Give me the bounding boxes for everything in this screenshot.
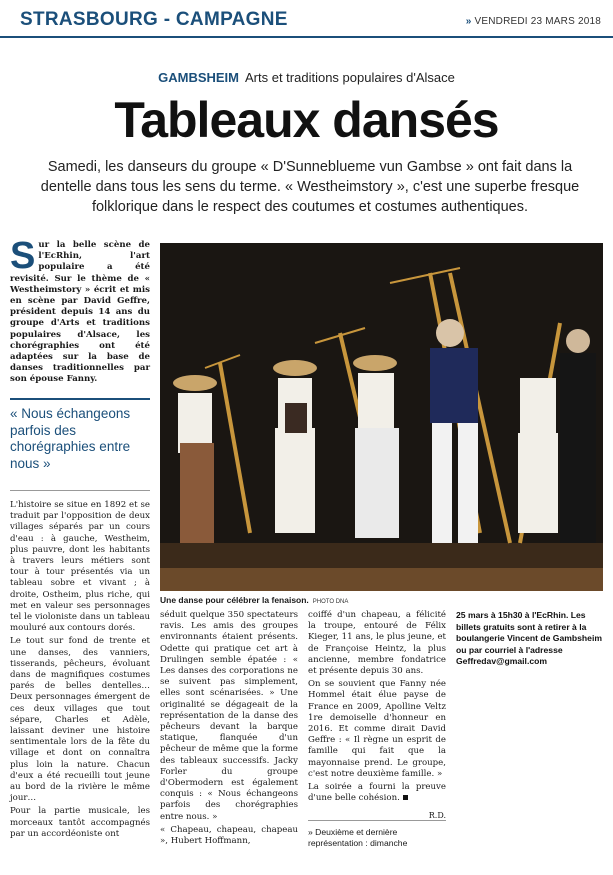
drop-cap: S [10,235,36,277]
kicker [0,70,613,85]
paragraph: séduit quelque 350 spectateurs ravis. Les amis des groupes environnants étaient présents. Odette qui pratique cet art à Drulingen semble épatée : « Les danses des corporations ne se suivent pas simplement, elles sont scénarisées. » Une originalité se dégageait de la représentation de la danse des pêcheurs devant la barque statique, flanquée d'un pêcheur de même que la forme des tableaux successifs. Jacky Forler du groupe d'Obermodern est également conquis : « Nous échangeons parfois des chorégraphies entre nous. » [160,610,298,822]
body-column-1 [10,500,150,842]
article-photo [160,243,603,591]
page-header [0,0,613,38]
issue-date [466,16,601,27]
body-column-3 [308,610,446,822]
intro-text: ur la belle scène de l'EcRhin, l'art populaire a été revisité. Sur le thème de « Westheimstory » écrit et mis en scène par David Geffre, président depuis 14 ans du groupe d'Arts et traditions populaires d'Alsace, les chorégraphies ont été adaptées sur la base de danses traditionnelles par son épouse Fanny. [10,240,150,385]
caption-text: Une danse pour célébrer la fenaison. [160,595,309,605]
author-signature: R.D. [428,811,446,821]
section-name: STRASBOURG - CAMPAGNE [20,9,288,30]
body-column-2 [160,610,298,849]
practical-info: 25 mars à 15h30 à l'EcRhin. Les billets gratuits sont à retirer à la boulangerie Vincent de Gambsheim ou par courriel à l'adresse Geffredav@gmail.com [456,610,602,667]
dancers-illustration [160,243,603,591]
kicker-topic: Arts et traditions populaires d'Alsace [245,70,455,85]
end-mark-icon [403,795,408,800]
info-title: Deuxième et dernière représentation : dimanche [308,827,408,849]
date-arrow-icon: » [465,16,472,27]
body-column-4 [456,610,604,668]
paragraph: Le tout sur fond de trente et une danses, des vanniers, tisserands, pêcheurs, évoluant dans de magnifiques costumes parés de belles dentelles… Deux personnages émergent de ces deux villages que tout sépare, Charles et Adèle, laissant deviner une histoire sentimentale lors de la fête du village et dont on connaîtra plus loin la nature. Chacun d'eux a été recueilli tout jeune au bord de la rivière le même jour… [10,636,150,804]
photo-caption [160,595,603,605]
paragraph [308,782,446,804]
paragraph: coiffé d'un chapeau, a félicité la troupe, entouré de Félix Kieger, 11 ans, le plus jeune, et de Françoise Heintz, la plus ancienne, membre fondatrice et présente depuis 30 ans. [308,610,446,677]
issue-date-text: VENDREDI 23 MARS 2018 [474,16,601,27]
kicker-town: GAMBSHEIM [158,70,239,85]
headline: Tableaux dansés [114,92,499,148]
info-box [308,820,446,849]
pull-quote: « Nous échangeons parfois des chorégraphies entre nous » [10,398,150,472]
closing-text: La soirée a fourni la preuve d'une belle cohésion. [308,782,446,804]
info-arrow-icon: » [308,827,313,837]
intro-paragraph [10,235,150,386]
paragraph: « Chapeau, chapeau, chapeau », Hubert Hoffmann, [160,824,298,847]
standfirst: Samedi, les danseurs du groupe « D'Sunneblueme vun Gambse » ont fait dans la dentelle dans tous les sens du terme. « Westheimstory », c'est une superbe fresque folklorique dans le respect des coutumes et costumes authentiques. [40,159,580,215]
divider [10,490,150,491]
paragraph: L'histoire se situe en 1892 et se traduit par l'opposition de deux villages séparés par un cours d'eau : à gauche, Westheim, plus pauvre, dont les habitants à travers leurs métiers sont tour à tour présentés via un tableau sobre et vivant ; à droite, Ostheim, plus riche, qui met en valeur ses personnages tel le violoniste dans un tableau mouluré aux contours dorés. [10,500,150,634]
paragraph: Pour la partie musicale, les morceaux tantôt accompagnés par un accordéoniste ont [10,806,150,839]
paragraph: On se souvient que Fanny née Hommel était élue payse de France en 2009, Apolline Veltz 1re demoiselle d'honneur en 2016. Et comme dirait David Geffre : « Il règne un esprit de famille qui fait que la mayonnaise prend. Le groupe, c'est notre deuxième famille. » [308,679,446,779]
photo-credit: PHOTO DNA [312,599,349,605]
